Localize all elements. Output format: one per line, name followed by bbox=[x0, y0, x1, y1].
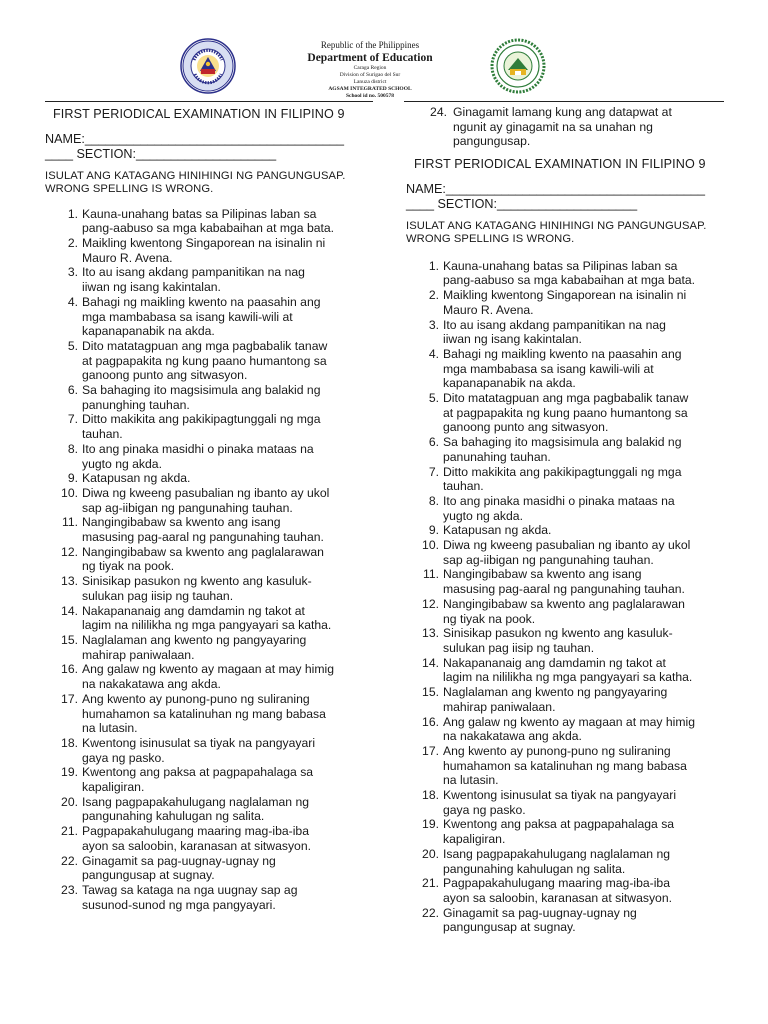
question-number: 8. bbox=[428, 493, 439, 508]
question-line: Kwentong isinusulat sa tiyak na pangyayari bbox=[443, 788, 677, 803]
letterhead bbox=[0, 38, 768, 106]
question-line: Nangingibabaw sa kwento ang paglalarawan bbox=[443, 596, 685, 611]
question-line: Sa bahaging ito magsisimula ang balakid ng bbox=[82, 383, 321, 398]
name-field: NAME:_____________________________________ bbox=[45, 132, 345, 146]
question-line: Katapusan ng akda. bbox=[443, 523, 552, 538]
question-line: at pagpapakita ng kung paano humantong sa bbox=[443, 405, 688, 420]
district-label: Lanuza district bbox=[353, 79, 387, 85]
question-item bbox=[406, 523, 741, 538]
question-item bbox=[406, 847, 741, 876]
question-line: Pagpapakahulugang maaring mag-iba-iba bbox=[82, 824, 309, 839]
question-number: 9. bbox=[428, 523, 439, 538]
question-item bbox=[45, 383, 373, 412]
question-item bbox=[45, 207, 373, 236]
question-item bbox=[406, 906, 741, 935]
question-number: 6. bbox=[428, 435, 439, 450]
question-line: Naglalaman ang kwento ng pangyayaring bbox=[82, 632, 307, 647]
question-number: 2. bbox=[67, 236, 78, 250]
question-line: yugto ng akda. bbox=[82, 456, 162, 471]
school-seal-icon bbox=[490, 38, 546, 94]
question-number: 11. bbox=[422, 567, 439, 582]
question-line: Mauro R. Avena. bbox=[443, 302, 534, 317]
question-list bbox=[406, 259, 741, 935]
question-number: 17. bbox=[422, 743, 439, 758]
question-line: humahamon sa katalinuhan ng mang babasa bbox=[82, 706, 326, 721]
question-line: panunahing tauhan. bbox=[443, 449, 551, 464]
question-line: Maikling kwentong Singaporean na isinalin ni bbox=[82, 236, 326, 250]
question-line: Ang galaw ng kwento ay magaan at may himig bbox=[443, 714, 696, 729]
question-item bbox=[406, 715, 741, 744]
letterhead-text bbox=[270, 40, 470, 100]
question-line: Nakapananaig ang damdamin ng takot at bbox=[443, 655, 666, 670]
exam-title: FIRST PERIODICAL EXAMINATION IN FILIPINO 9 bbox=[53, 107, 345, 121]
question-number: 1. bbox=[428, 258, 439, 273]
question-line: Nakapananaig ang damdamin ng takot at bbox=[82, 603, 305, 618]
question-line: na lutasin. bbox=[82, 721, 138, 736]
question-item bbox=[406, 626, 741, 655]
question-line: Sinisikap pasukon ng kwento ang kasuluk- bbox=[443, 626, 673, 641]
question-number: 5. bbox=[67, 338, 78, 353]
question-line: at pagpapakita ng kung paano humantong sa bbox=[82, 353, 327, 368]
question-line: Maikling kwentong Singaporean na isinalin ni bbox=[443, 288, 687, 303]
question-item bbox=[406, 597, 741, 626]
question-line: Bahagi ng maikling kwento na paasahin ang bbox=[443, 346, 682, 361]
question-line: pangungusap at sugnay. bbox=[82, 868, 215, 883]
question-item bbox=[406, 656, 741, 685]
question-item bbox=[406, 494, 741, 523]
question-item bbox=[45, 515, 373, 544]
question-line: sap ag-iibigan ng pangunahing tauhan. bbox=[443, 552, 654, 567]
question-number: 6. bbox=[67, 383, 78, 398]
question-line: na nakakatawa ang akda. bbox=[443, 729, 582, 744]
question-item bbox=[45, 442, 373, 471]
question-number: 16. bbox=[61, 662, 78, 677]
question-number: 15. bbox=[422, 685, 439, 700]
department-label: Department of Education bbox=[307, 52, 433, 64]
question-number: 3. bbox=[428, 317, 439, 332]
region-label: Caraga Region bbox=[353, 65, 387, 71]
question-line: Mauro R. Avena. bbox=[82, 250, 173, 265]
question-item bbox=[406, 567, 741, 596]
question-number: 11. bbox=[61, 515, 78, 530]
question-item bbox=[45, 692, 373, 736]
question-line: Kauna-unahang batas sa Pilipinas laban sa bbox=[82, 206, 317, 221]
question-line: panunghing tauhan. bbox=[82, 397, 190, 412]
exam-copy-left bbox=[45, 107, 373, 912]
question-item bbox=[45, 795, 373, 824]
question-line: lagim na nililikha ng mga pangyayari sa katha. bbox=[443, 670, 693, 685]
question-line: Naglalaman ang kwento ng pangyayaring bbox=[443, 685, 668, 700]
question-number: 13. bbox=[422, 626, 439, 641]
question-line: Ditto makikita ang pakikipagtunggali ng mga bbox=[82, 412, 321, 427]
question-line: na nakakatawa ang akda. bbox=[82, 677, 221, 692]
question-line: iiwan ng isang kakintalan. bbox=[82, 280, 221, 295]
header-divider-right bbox=[404, 101, 724, 102]
question-item bbox=[406, 105, 741, 149]
question-line: mahirap paniwalaan. bbox=[443, 699, 556, 714]
question-line: gaya ng pasko. bbox=[82, 750, 165, 765]
question-line: Bahagi ng maikling kwento na paasahin ang bbox=[82, 294, 321, 309]
exam-title: FIRST PERIODICAL EXAMINATION IN FILIPINO 9 bbox=[414, 157, 706, 172]
question-line: Nangingibabaw sa kwento ang isang bbox=[443, 567, 642, 582]
question-line: Nangingibabaw sa kwento ang isang bbox=[82, 515, 281, 530]
question-item bbox=[45, 574, 373, 603]
question-item bbox=[406, 876, 741, 905]
question-number: 18. bbox=[422, 788, 439, 803]
question-line: pang-aabuso sa mga kababaihan at mga bata. bbox=[443, 273, 696, 288]
question-line: Kwentong ang paksa at pagpapahalaga sa bbox=[82, 765, 314, 780]
question-line: tauhan. bbox=[82, 427, 123, 442]
question-line: sulukan pag iisip ng tauhan. bbox=[443, 640, 595, 655]
question-number: 19. bbox=[61, 765, 78, 780]
question-item bbox=[45, 824, 373, 853]
republic-label: Republic of the Philippines bbox=[320, 40, 420, 50]
question-number: 7. bbox=[67, 412, 78, 427]
question-item bbox=[406, 391, 741, 435]
question-item bbox=[45, 854, 373, 883]
question-number: 9. bbox=[67, 471, 78, 486]
question-line: ayon sa saloobin, karanasan at sitwasyon. bbox=[82, 838, 311, 853]
question-line: ngunit ay ginagamit na sa unahan ng bbox=[453, 119, 653, 134]
question-number: 18. bbox=[61, 735, 78, 750]
question-item bbox=[45, 883, 373, 912]
question-number: 14. bbox=[422, 655, 439, 670]
instructions-line-2: WRONG SPELLING IS WRONG. bbox=[45, 183, 214, 196]
question-number: 3. bbox=[67, 265, 78, 280]
school-name: AGSAM INTEGRATED SCHOOL bbox=[328, 86, 412, 92]
question-item bbox=[45, 604, 373, 633]
question-line: Ang galaw ng kwento ay magaan at may himig bbox=[82, 662, 335, 677]
question-line: na lutasin. bbox=[443, 773, 499, 788]
question-line: susunod-sunod ng mga pangyayari. bbox=[82, 897, 276, 912]
question-line: pangunahing kahulugan ng salita. bbox=[82, 809, 265, 824]
question-line: sap ag-iibigan ng pangunahing tauhan. bbox=[82, 500, 293, 515]
question-line: kapanapanabik na akda. bbox=[443, 376, 576, 391]
question-line: Ang kwento ay punong-puno ng suliraning bbox=[82, 691, 310, 706]
instructions-line-1: ISULAT ANG KATAGANG HINIHINGI NG PANGUNGUSAP. bbox=[406, 220, 707, 233]
question-line: Pagpapakahulugang maaring mag-iba-iba bbox=[443, 876, 670, 891]
question-line: Ginagamit sa pag-uugnay-ugnay ng bbox=[82, 853, 276, 868]
question-number: 12. bbox=[422, 596, 439, 611]
question-line: Dito matatagpuan ang mga pagbabalik tanaw bbox=[82, 338, 328, 353]
question-line: gaya ng pasko. bbox=[443, 802, 526, 817]
question-number: 14. bbox=[61, 603, 78, 618]
question-line: Diwa ng kweeng pasubalian ng ibanto ay ukol bbox=[82, 485, 330, 500]
question-number: 1. bbox=[67, 206, 78, 221]
question-line: ng tiyak na pook. bbox=[82, 559, 175, 574]
question-number: 21. bbox=[422, 876, 439, 891]
question-item bbox=[406, 465, 741, 494]
question-line: mga mambabasa sa isang kawili-wili at bbox=[443, 361, 654, 376]
question-line: Ginagamit sa pag-uugnay-ugnay ng bbox=[443, 905, 637, 920]
question-number: 17. bbox=[61, 691, 78, 706]
question-item bbox=[45, 265, 373, 294]
question-line: sulukan pag iisip ng tauhan. bbox=[82, 588, 234, 603]
exam-copy-right bbox=[406, 105, 741, 935]
instructions bbox=[45, 170, 373, 197]
question-line: Kauna-unahang batas sa Pilipinas laban sa bbox=[443, 258, 678, 273]
question-line: kapaligiran. bbox=[82, 780, 145, 795]
question-number: 13. bbox=[61, 574, 78, 589]
question-line: Ito au isang akdang pampanitikan na nag bbox=[82, 265, 305, 280]
question-number: 4. bbox=[67, 294, 78, 309]
question-line: Sinisikap pasukon ng kwento ang kasuluk- bbox=[82, 574, 312, 589]
question-item bbox=[45, 765, 373, 794]
school-id: School id no. 500578 bbox=[346, 93, 394, 99]
question-number: 4. bbox=[428, 346, 439, 361]
question-number: 12. bbox=[61, 544, 78, 559]
question-line: pangunahing kahulugan ng salita. bbox=[443, 861, 626, 876]
question-number: 24. bbox=[430, 105, 447, 119]
question-item bbox=[406, 744, 741, 788]
question-line: tauhan. bbox=[443, 479, 484, 494]
question-line: humahamon sa katalinuhan ng mang babasa bbox=[443, 758, 687, 773]
question-item bbox=[45, 736, 373, 765]
question-line: Ginagamit lamang kung ang datapwat at bbox=[453, 105, 672, 119]
question-number: 20. bbox=[61, 794, 78, 809]
question-number: 7. bbox=[428, 464, 439, 479]
question-line: ganoong punto ang sitwasyon. bbox=[443, 420, 609, 435]
question-line: Ito au isang akdang pampanitikan na nag bbox=[443, 317, 666, 332]
question-number: 10. bbox=[61, 485, 78, 500]
question-line: yugto ng akda. bbox=[443, 508, 523, 523]
question-number: 19. bbox=[422, 817, 439, 832]
question-item bbox=[45, 633, 373, 662]
section-field: ____ SECTION:____________________ bbox=[406, 196, 638, 211]
question-line: Katapusan ng akda. bbox=[82, 471, 191, 486]
question-line: ng tiyak na pook. bbox=[443, 611, 536, 626]
question-line: pangungusap. bbox=[453, 134, 531, 149]
instructions-line-1: ISULAT ANG KATAGANG HINIHINGI NG PANGUNGUSAP. bbox=[45, 170, 346, 182]
question-line: mga mambabasa sa isang kawili-wili at bbox=[82, 309, 293, 324]
question-item bbox=[45, 339, 373, 383]
question-line: ayon sa saloobin, karanasan at sitwasyon. bbox=[443, 890, 672, 905]
question-number: 2. bbox=[428, 288, 439, 303]
question-line: Sa bahaging ito magsisimula ang balakid ng bbox=[443, 435, 682, 450]
question-number: 16. bbox=[422, 714, 439, 729]
question-number: 20. bbox=[422, 846, 439, 861]
question-item bbox=[406, 347, 741, 391]
question-line: Kwentong ang paksa at pagpapahalaga sa bbox=[443, 817, 675, 832]
question-line: Kwentong isinusulat sa tiyak na pangyayari bbox=[82, 735, 316, 750]
question-item bbox=[45, 295, 373, 339]
instructions bbox=[406, 220, 741, 247]
question-number: 5. bbox=[428, 391, 439, 406]
question-number: 8. bbox=[67, 441, 78, 456]
question-item bbox=[406, 538, 741, 567]
question-line: masusing pag-aaral ng pangunahing tauhan. bbox=[82, 530, 324, 545]
instructions-line-2: WRONG SPELLING IS WRONG. bbox=[406, 233, 575, 246]
question-item bbox=[406, 259, 741, 288]
question-line: Ito ang pinaka masidhi o pinaka mataas na bbox=[82, 441, 314, 456]
question-item bbox=[45, 236, 373, 265]
question-line: pangungusap at sugnay. bbox=[443, 920, 576, 935]
question-item bbox=[45, 412, 373, 441]
question-line: Isang pagpapakahulugang naglalaman ng bbox=[443, 846, 671, 861]
question-line: Nangingibabaw sa kwento ang paglalarawan bbox=[82, 544, 324, 559]
question-line: Ito ang pinaka masidhi o pinaka mataas na bbox=[443, 493, 675, 508]
question-item bbox=[45, 486, 373, 515]
question-line: Ditto makikita ang pakikipagtunggali ng mga bbox=[443, 464, 682, 479]
question-line: Tawag sa kataga na nga uugnay sap ag bbox=[82, 882, 298, 897]
question-number: 21. bbox=[61, 824, 78, 839]
question-number: 15. bbox=[61, 632, 78, 647]
question-line: iiwan ng isang kakintalan. bbox=[443, 332, 582, 347]
section-field: ____ SECTION:____________________ bbox=[45, 146, 277, 161]
question-line: kapanapanabik na akda. bbox=[82, 324, 215, 339]
question-item bbox=[406, 788, 741, 817]
question-line: Diwa ng kweeng pasubalian ng ibanto ay ukol bbox=[443, 538, 691, 553]
question-item bbox=[406, 435, 741, 464]
question-line: pang-aabuso sa mga kababaihan at mga bata. bbox=[82, 221, 335, 236]
question-list bbox=[45, 207, 373, 913]
question-item bbox=[45, 471, 373, 486]
question-item bbox=[406, 288, 741, 317]
question-line: lagim na nililikha ng mga pangyayari sa katha. bbox=[82, 618, 332, 633]
question-number: 10. bbox=[422, 538, 439, 553]
question-number: 23. bbox=[61, 882, 78, 897]
question-line: kapaligiran. bbox=[443, 832, 506, 847]
question-item bbox=[406, 685, 741, 714]
question-line: masusing pag-aaral ng pangunahing tauhan. bbox=[443, 582, 685, 597]
question-item bbox=[406, 318, 741, 347]
question-number: 22. bbox=[61, 853, 78, 868]
question-line: ganoong punto ang sitwasyon. bbox=[82, 368, 248, 383]
question-line: Isang pagpapakahulugang naglalaman ng bbox=[82, 794, 310, 809]
name-field: NAME:_____________________________________ bbox=[406, 182, 706, 197]
question-line: mahirap paniwalaan. bbox=[82, 647, 195, 662]
question-number: 22. bbox=[422, 905, 439, 920]
question-item bbox=[45, 662, 373, 691]
division-label: Division of Surigao del Sur bbox=[339, 72, 401, 78]
question-item bbox=[406, 817, 741, 846]
question-line: Dito matatagpuan ang mga pagbabalik tanaw bbox=[443, 391, 689, 406]
deped-seal-icon bbox=[180, 38, 236, 94]
question-item bbox=[45, 545, 373, 574]
header-divider-left bbox=[45, 101, 373, 102]
question-line: Ang kwento ay punong-puno ng suliraning bbox=[443, 743, 671, 758]
